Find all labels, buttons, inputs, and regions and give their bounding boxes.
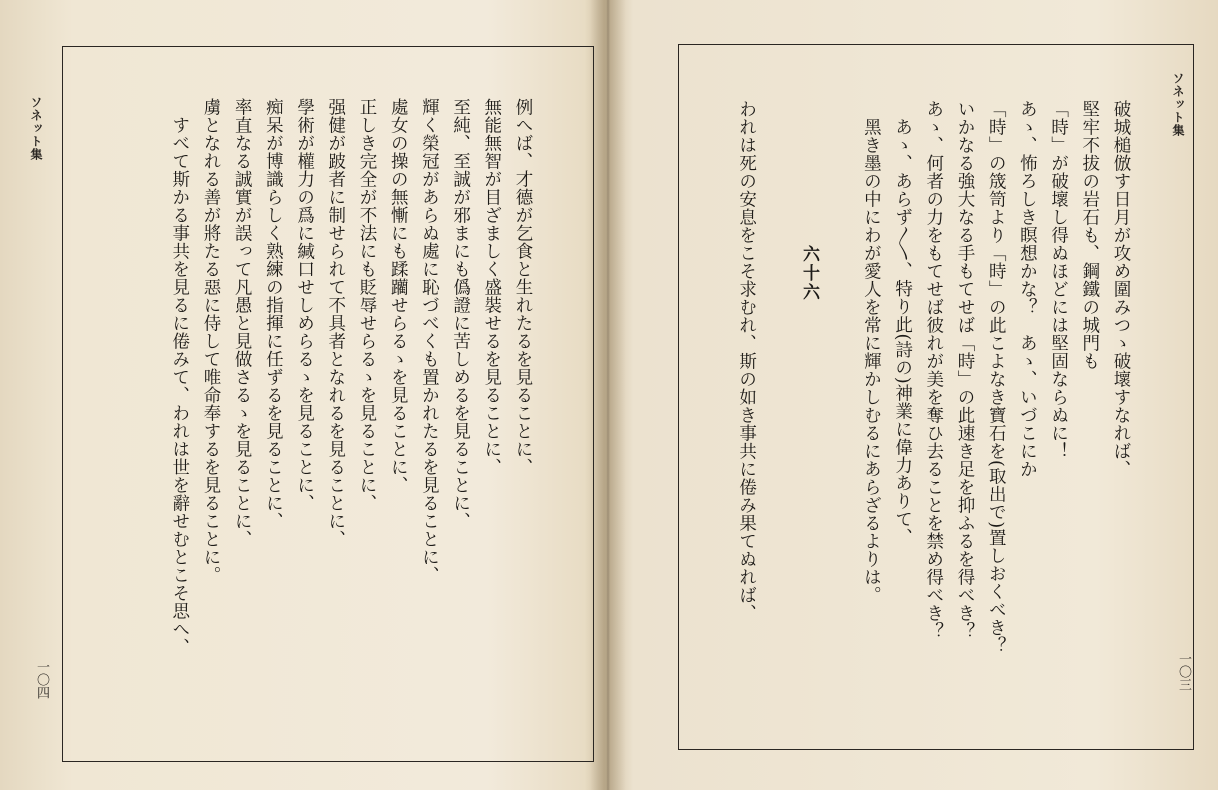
- left-page-text: [164, 98, 538, 738]
- right-page: [612, 0, 1218, 790]
- verse-line: われは死の安息をこそ求むれ、斯の如き事共に倦み果てぬれば、: [736, 100, 757, 622]
- verse-line: 虜となれる善が將たる惡に侍して唯命奉するを見ることに。: [200, 98, 221, 584]
- left-running-head: ソネット集: [29, 96, 43, 161]
- right-page-number: 一〇三: [1176, 652, 1191, 691]
- section-gap: [762, 100, 793, 700]
- right-page-text: [730, 100, 1136, 700]
- verse-line: 「時」が破壞し得ぬほどには堅固ならぬに！: [1048, 100, 1069, 460]
- verse-line: あゝ、あらず〳〵、特り此(詩の)神業に偉力ありて、: [892, 117, 913, 546]
- verse-line: 例へば、才德が乞食と生れたるを見ることに、: [513, 98, 533, 476]
- verse-line: 痴呆が博識らしく熟練の指揮に任ずるを見ることに、: [263, 98, 284, 530]
- verse-line: 率直なる誠實が誤って凡愚と見做さるゝを見ることに、: [232, 98, 253, 548]
- verse-line: 輝く榮冠があらぬ處に恥づべくも置かれたるを見ることに、: [419, 98, 440, 584]
- section-gap: [824, 100, 855, 700]
- verse-line: 强健が跛者に制せられて不具者となれるを見ることに、: [325, 98, 346, 548]
- verse-line: 「時」の筬笥より「時」の此こよなき寶石を(取出で)置しおくべき？: [986, 100, 1007, 655]
- verse-line: すべて斯かる事共を見るに倦みて、われは世を辭せむとこそ思へ、: [169, 115, 190, 656]
- left-page: [0, 0, 606, 790]
- sonnet-number-heading: 六十六: [798, 244, 819, 302]
- right-running-head: ソネット集: [1171, 72, 1185, 137]
- verse-line: 無能無智が目ざましく盛裝せるを見ることに、: [481, 98, 502, 476]
- verse-line: 黑き墨の中にわが愛人を常に輝かしむるにあらざるよりは。: [861, 117, 882, 604]
- verse-line: 至純、至誠が邪まにも僞證に苦しめるを見ることに、: [450, 98, 471, 530]
- left-page-number: 一〇四: [34, 660, 49, 699]
- verse-line: 學術が權力の爲に緘口せしめらるゝを見ることに、: [294, 98, 315, 512]
- verse-line: あゝ、怖ろしき瞑想かな？ あゝ、いづこにか: [1017, 100, 1038, 478]
- verse-line: 堅牢不拔の岩石も、鋼鐵の城門も: [1079, 100, 1100, 370]
- verse-line: いかなる強大なる手もてせば「時」の此速き足を抑ふるを得べき？: [954, 100, 975, 640]
- verse-line: 處女の操の無慚にも蹂躪せらるゝを見ることに、: [388, 98, 409, 494]
- verse-line: 破城槌倣す日月が攻め圍みつゝ破壞すなれば、: [1111, 100, 1131, 478]
- verse-line: 正しき完全が不法にも貶辱せらるゝを見ることに、: [356, 98, 377, 512]
- verse-line: あゝ、何者の力をもてせば彼れが美を奪ひ去ることを禁め得べき？: [923, 100, 944, 640]
